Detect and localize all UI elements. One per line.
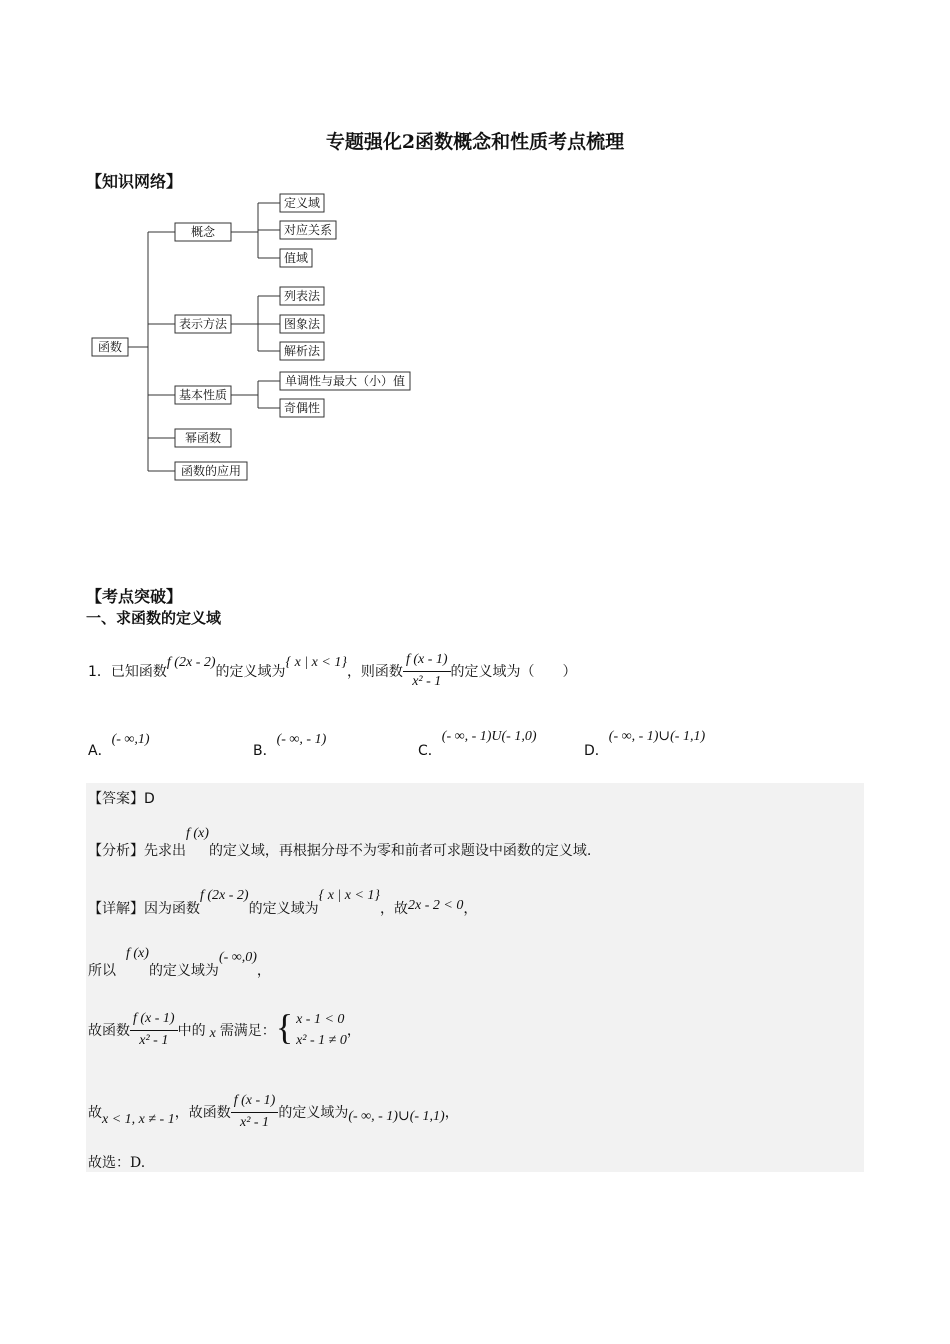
function-concept-tree-diagram [86,192,426,492]
math-system-of-inequalities [276,1009,347,1051]
option-value: (- ∞, - 1)∪(- 1,1) [608,729,706,744]
section-heading-exam: 【考点突破】 [86,587,183,606]
option-label: D． [584,743,609,759]
option-label: C． [418,743,442,759]
detail-text: ， [256,963,271,979]
question-1 [88,636,577,706]
tree-node-leaf-label: 值域 [283,251,309,265]
option-b[interactable] [253,728,327,759]
detail-text: 中的 [177,1023,206,1039]
math-expression: { x | x < 1} [285,655,347,670]
math-expression: f (x) [186,826,209,841]
question-text: 的定义域为 [215,664,286,680]
detail-text: 故函数 [88,1023,130,1039]
tree-node-leaf-label: 对应关系 [283,223,333,237]
tree-node-branch-label: 幂函数 [184,431,222,445]
option-d[interactable] [584,725,706,759]
detail-text: ， [444,1105,459,1121]
fraction-numerator: f (x - 1) [231,1093,279,1113]
math-expression: (- ∞, - 1)∪(- 1,1) [348,1108,445,1124]
analysis-line [88,820,591,860]
answer-label: 【答案】 [88,791,144,807]
math-variable: x [209,1026,216,1041]
math-fraction [403,652,451,691]
math-expression: f (2x - 2) [166,655,216,670]
detail-text: ，故函数 [174,1105,231,1121]
detail-text: 的定义域为 [248,901,319,917]
detail-text: 的定义域为 [148,963,219,979]
left-brace-icon: { [275,1007,294,1047]
tree-node-root-label: 函数 [97,340,123,354]
option-label: A． [88,743,112,759]
math-expression: f (2x - 2) [200,888,249,903]
tree-node-branch-label: 函数的应用 [180,464,242,478]
tree-node-leaf-label: 单调性与最大（小）值 [284,374,406,388]
option-value: (- ∞, - 1) [276,732,327,747]
math-expression: { x | x < 1} [318,888,381,903]
math-fraction [231,1093,279,1132]
analysis-text: 的定义域，再根据分母不为零和前者可求题设中函数的定义域. [208,843,592,859]
detail-text: ， [463,901,478,917]
math-expression: (- ∞,0) [218,950,257,965]
tree-node-branch-label: 基本性质 [178,388,228,402]
option-c[interactable] [418,725,537,759]
detail-line-2 [88,940,271,980]
option-a[interactable] [88,728,150,759]
detail-text: ，故 [380,901,409,917]
question-text: 的定义域为（ ） [450,664,577,680]
fraction-denominator: x² - 1 [139,1032,169,1048]
detail-text: 需满足： [219,1023,276,1039]
fraction-numerator: f (x - 1) [130,1011,178,1031]
detail-line-4 [88,1084,459,1140]
question-number: 1． [88,664,111,680]
detail-line-1 [88,878,477,918]
detail-label: 【详解】 [88,901,144,917]
subsection-heading: 一、求函数的定义域 [86,609,222,627]
answer-line [88,788,155,808]
section-heading-knowledge: 【知识网络】 [86,172,183,191]
page-title: 专题强化2函数概念和性质考点梳理 [325,131,625,153]
tree-node-branch-label: 表示方法 [178,317,228,331]
question-text: ，则函数 [346,664,403,680]
inequality-row: x - 1 < 0 [296,1012,345,1027]
fraction-denominator: x² - 1 [412,673,442,689]
tree-node-leaf-label: 列表法 [283,289,321,303]
question-text: 已知函数 [110,664,167,680]
detail-text: 因为函数 [144,901,200,917]
option-label: B． [253,743,277,759]
math-expression: f (x) [126,946,149,961]
tree-node-leaf-label: 图象法 [283,317,321,331]
detail-text: 所以 [88,963,116,979]
detail-text: 的定义域为 [278,1105,349,1121]
analysis-label: 【分析】 [88,843,144,859]
inequality-row: x² - 1 ≠ 0 [296,1033,347,1048]
tree-node-leaf-label: 解析法 [283,344,321,358]
detail-line-3 [88,1002,361,1058]
option-value: (- ∞,1) [111,732,150,747]
detail-text: ， [346,1023,361,1039]
analysis-text: 先求出 [144,843,186,859]
tree-node-branch-label: 概念 [190,225,216,239]
final-choice: 故选：D. [88,1155,146,1171]
tree-node-leaf-label: 奇偶性 [283,401,321,415]
fraction-numerator: f (x - 1) [403,652,451,672]
math-fraction [130,1011,178,1050]
math-expression: 2x - 2 < 0 [408,898,464,913]
tree-node-leaf-label: 定义域 [283,196,321,210]
math-expression: x < 1, x ≠ - 1 [102,1112,175,1127]
detail-text: 故 [88,1105,102,1121]
fraction-denominator: x² - 1 [239,1114,270,1130]
answer-value: D [144,791,155,807]
option-value: (- ∞, - 1)U(- 1,0) [441,729,537,744]
